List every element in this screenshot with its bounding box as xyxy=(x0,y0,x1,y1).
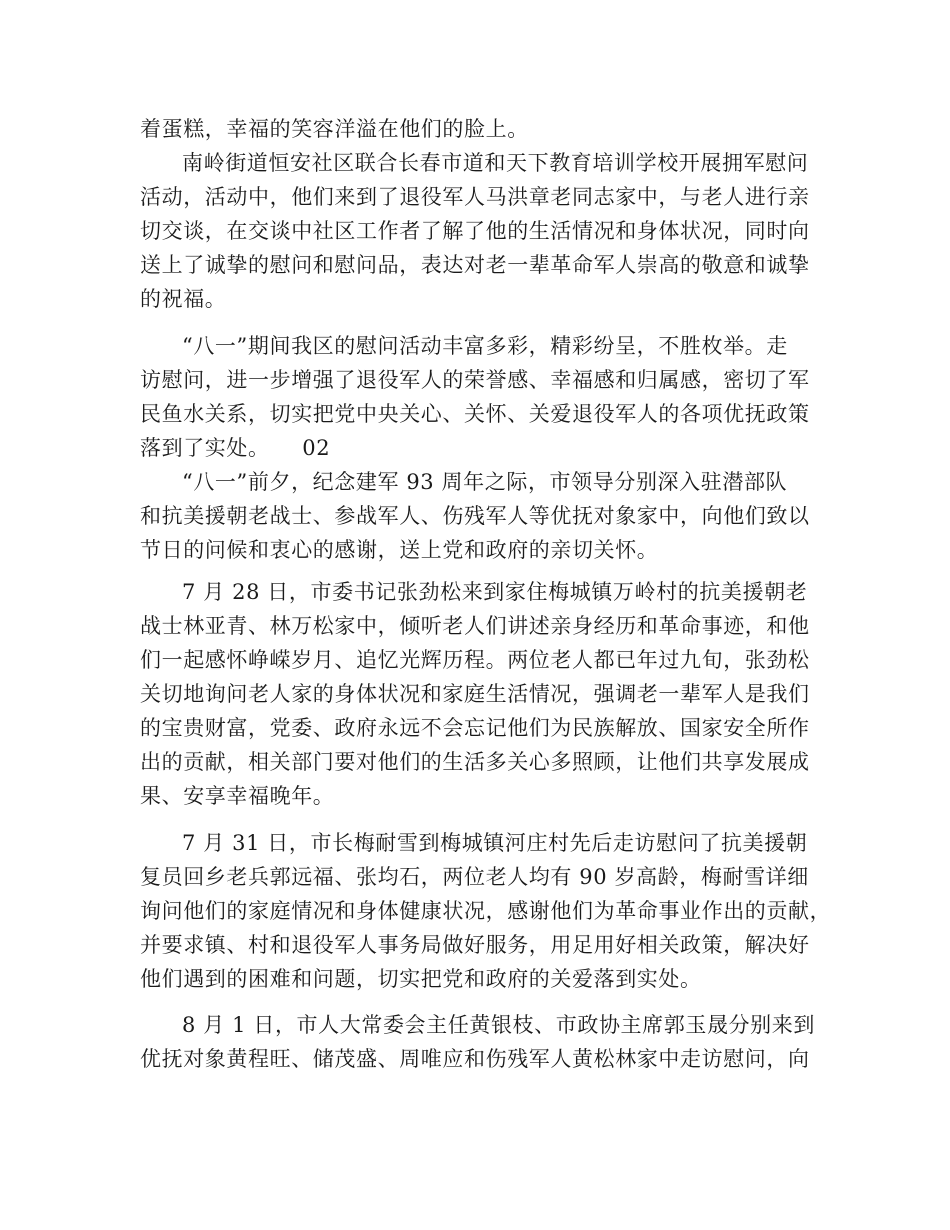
text-line-24: 并要求镇、村和退役军人事务局做好服务，用足用好相关政策，解决好 xyxy=(140,933,810,957)
text-line-14: 7 月 28 日，市委书记张劲松来到家住梅城镇万岭村的抗美援朝老 xyxy=(182,580,808,604)
text-line-27: 优抚对象黄程旺、储茂盛、周唯应和伤残军人黄松林家中走访慰问，向 xyxy=(140,1047,810,1071)
text-line-7: “八一”期间我区的慰问活动丰富多彩，精彩纷呈，不胜枚举。走 xyxy=(182,334,788,358)
text-line-12: 和抗美援朝老战士、参战军人、伤残军人等优抚对象家中，向他们致以 xyxy=(140,504,810,528)
text-line-4: 切交谈，在交谈中社区工作者了解了他的生活情况和身体状况，同时向 xyxy=(140,219,810,243)
text-line-22: 复员回乡老兵郭远福、张均石，两位老人均有 90 岁高龄，梅耐雪详细 xyxy=(140,865,809,889)
text-line-10: 落到了实处。 02 xyxy=(140,436,331,460)
text-line-26: 8 月 1 日，市人大常委会主任黄银枝、市政协主席郭玉晟分别来到 xyxy=(182,1013,815,1037)
text-line-3: 活动，活动中，他们来到了退役军人马洪章老同志家中，与老人进行亲 xyxy=(140,185,810,209)
text-line-11: “八一”前夕，纪念建军 93 周年之际，市领导分别深入驻潜部队 xyxy=(182,470,788,494)
text-line-1: 着蛋糕，幸福的笑容洋溢在他们的脸上。 xyxy=(140,117,529,141)
text-line-2: 南岭街道恒安社区联合长春市道和天下教育培训学校开展拥军慰问 xyxy=(182,151,809,175)
text-line-16: 们一起感怀峥嵘岁月、追忆光辉历程。两位老人都已年过九旬，张劲松 xyxy=(140,648,810,672)
text-line-17: 关切地询问老人家的身体状况和家庭生活情况，强调老一辈军人是我们 xyxy=(140,682,810,706)
text-line-9: 民鱼水关系，切实把党中央关心、关怀、关爱退役军人的各项优抚政策 xyxy=(140,402,810,426)
text-line-15: 战士林亚青、林万松家中，倾听老人们讲述亲身经历和革命事迹，和他 xyxy=(140,614,810,638)
text-line-5: 送上了诚挚的慰问和慰问品，表达对老一辈革命军人崇高的敬意和诚挚 xyxy=(140,253,810,277)
text-line-6: 的祝福。 xyxy=(140,287,227,311)
text-line-21: 7 月 31 日，市长梅耐雪到梅城镇河庄村先后走访慰问了抗美援朝 xyxy=(182,831,808,855)
text-line-25: 他们遇到的困难和问题，切实把党和政府的关爱落到实处。 xyxy=(140,967,702,991)
text-line-13: 节日的问候和衷心的感谢，送上党和政府的亲切关怀。 xyxy=(140,538,659,562)
text-line-18: 的宝贵财富，党委、政府永远不会忘记他们为民族解放、国家安全所作 xyxy=(140,716,810,740)
text-line-23: 询问他们的家庭情况和身体健康状况，感谢他们为革命事业作出的贡献， xyxy=(140,899,832,923)
text-line-19: 出的贡献，相关部门要对他们的生活多关心多照顾，让他们共享发展成 xyxy=(140,750,810,774)
text-line-20: 果、安享幸福晚年。 xyxy=(140,784,335,808)
text-line-8: 访慰问，进一步增强了退役军人的荣誉感、幸福感和归属感，密切了军 xyxy=(140,368,810,392)
